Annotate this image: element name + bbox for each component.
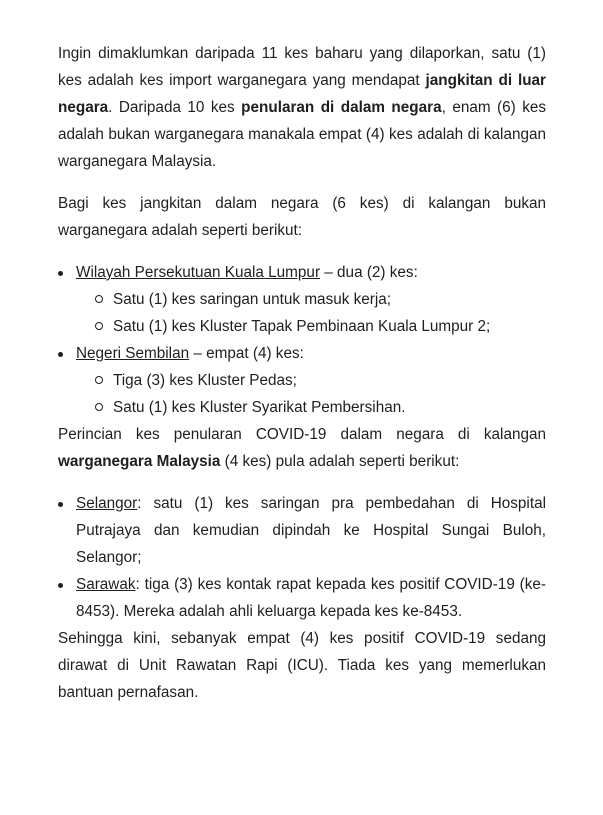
text: – empat (4) kes: [189,345,304,362]
text: . Daripada 10 kes [108,99,242,116]
text: Ingin dimaklumkan daripada 11 kes baharu yang dilaporkan, satu (1) kes adalah kes import warganegara yang mendapat [58,45,546,89]
foreign-cases-list [58,259,546,421]
sub-list-item: Satu (1) kes saringan untuk masuk kerja; [95,286,546,313]
sub-list-item: Satu (1) kes Kluster Syarikat Pembersihan. [95,394,546,421]
text: : tiga (3) kes kontak rapat kepada kes positif COVID-19 (ke-8453). Mereka adalah ahli keluarga kepada kes ke-8453. [76,576,546,620]
list-item [58,340,546,421]
bold-text: penularan di dalam negara [241,99,442,116]
sub-list [76,367,546,421]
list-item [58,571,546,625]
bold-text: warganegara Malaysia [58,453,221,470]
list-item [58,490,546,571]
paragraph-foreign-cases: Bagi kes jangkitan dalam negara (6 kes) di kalangan bukan warganegara adalah seperti berikut: [58,195,546,239]
text: Perincian kes penularan COVID-19 dalam negara di kalangan [58,426,546,443]
document-page [58,40,546,706]
paragraph-intro [58,40,546,175]
location-label: Selangor [76,495,138,512]
text: – dua (2) kes: [320,264,418,281]
location-label: Negeri Sembilan [76,345,190,362]
text: , enam (6) kes adalah bukan warganegara manakala empat (4) kes adalah di kalangan warganegara Malaysia. [58,99,546,170]
list-item [58,259,546,340]
paragraph-local-cases [58,421,546,475]
sub-list-item: Tiga (3) kes Kluster Pedas; [95,367,546,394]
paragraph-icu: Sehingga kini, sebanyak empat (4) kes positif COVID-19 sedang dirawat di Unit Rawatan Rapi (ICU). Tiada kes yang memerlukan bantuan pernafasan. [58,630,546,701]
sub-list-item: Satu (1) kes Kluster Tapak Pembinaan Kuala Lumpur 2; [95,313,546,340]
text: (4 kes) pula adalah seperti berikut: [220,453,460,470]
location-label: Wilayah Persekutuan Kuala Lumpur [76,264,321,281]
local-cases-list [58,490,546,625]
bold-text: jangkitan di luar negara [58,72,546,116]
location-label: Sarawak [76,576,136,593]
text: : satu (1) kes saringan pra pembedahan di Hospital Putrajaya dan kemudian dipindah ke Hospital Sungai Buloh, Selangor; [76,495,546,566]
sub-list [76,286,546,340]
